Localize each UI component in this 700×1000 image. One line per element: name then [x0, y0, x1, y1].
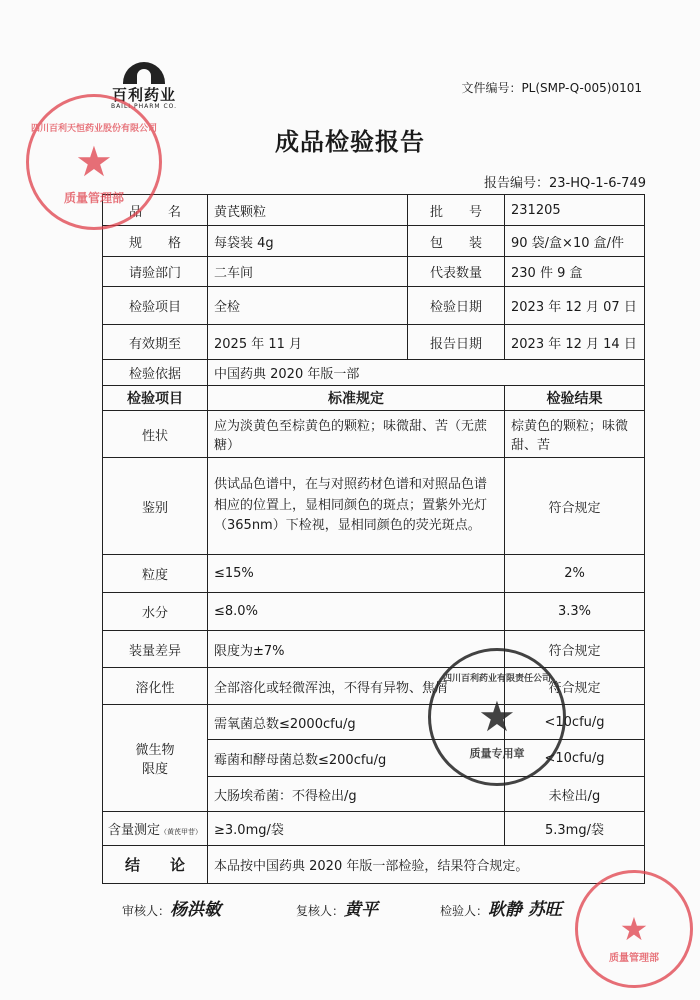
- test-standard: 应为淡黄色至棕黄色的颗粒；味微甜、苦（无蔗糖）: [208, 411, 505, 458]
- head-standard: 标准规定: [208, 386, 505, 411]
- test-standard: 供试品色谱中，在与对照药材色谱和对照品色谱相应的位置上，显相同颜色的斑点；置紫外光灯（365nm）下检视，显相同颜色的荧光斑点。: [208, 458, 505, 555]
- micro-result: <10cfu/g: [505, 740, 645, 777]
- qty-label: 代表数量: [408, 257, 505, 287]
- table-row: [103, 360, 645, 386]
- assay-standard: ≥3.0mg/袋: [208, 812, 505, 846]
- basis-label: 检验依据: [103, 360, 208, 386]
- test-result: 符合规定: [505, 668, 645, 705]
- qa-mini-label: 质量管理部: [609, 953, 659, 964]
- expiry-value: 2025 年 11 月: [208, 325, 408, 360]
- reviewer-signature: [122, 895, 221, 920]
- conclusion-label: 结 论: [103, 846, 208, 884]
- rechecker-name: 黄平: [344, 900, 379, 920]
- table-row: [103, 846, 645, 884]
- assay-sub: （黄芪甲苷）: [160, 828, 202, 836]
- logo-mark-icon: [123, 62, 165, 84]
- table-row: [103, 195, 645, 226]
- table-row: [103, 226, 645, 257]
- micro-standard: 需氧菌总数≤2000cfu/g: [208, 705, 505, 740]
- expiry-label: 有效期至: [103, 325, 208, 360]
- micro-result: 未检出/g: [505, 777, 645, 812]
- dept-label: 请验部门: [103, 257, 208, 287]
- tester-name: 耿静 苏旺: [488, 900, 562, 920]
- table-row: [103, 257, 645, 287]
- tester-signature: [440, 895, 562, 920]
- table-row: [103, 458, 645, 555]
- report-date-value: 2023 年 12 月 14 日: [505, 325, 645, 360]
- product-value: 黄芪颗粒: [208, 195, 408, 226]
- rechecker-signature: [296, 895, 378, 920]
- report-title: 成品检验报告: [275, 128, 425, 156]
- test-item: 鉴别: [103, 458, 208, 555]
- file-number: 文件编号：PL(SMP-Q-005)0101: [461, 81, 642, 95]
- test-result: 棕黄色的颗粒；味微甜、苦: [505, 411, 645, 458]
- test-item: 水分: [103, 593, 208, 631]
- test-standard: 限度为±7%: [208, 631, 505, 668]
- star-icon: ★: [619, 910, 649, 948]
- table-row: [103, 593, 645, 631]
- micro-standard: 霉菌和酵母菌总数≤200cfu/g: [208, 740, 505, 777]
- table-row: [103, 812, 645, 846]
- assay-label: 含量测定: [107, 823, 160, 838]
- tester-label: 检验人：: [440, 904, 489, 918]
- table-row: [103, 411, 645, 458]
- micro-item: [103, 705, 208, 812]
- micro-item-line1: 微生物: [135, 743, 175, 758]
- qc-stamp-label: 质量专用章: [469, 747, 525, 760]
- test-item: 装量差异: [103, 631, 208, 668]
- table-row: [103, 631, 645, 668]
- reviewer-name: 杨洪敏: [170, 900, 222, 920]
- star-icon: ★: [75, 137, 113, 186]
- test-result: 3.3%: [505, 593, 645, 631]
- assay-item: [103, 812, 208, 846]
- star-icon: ★: [478, 692, 516, 741]
- spec-value: 每袋装 4g: [208, 226, 408, 257]
- batch-label: 批 号: [408, 195, 505, 226]
- qa-stamp-small: [575, 870, 693, 988]
- assay-result: 5.3mg/袋: [505, 812, 645, 846]
- report-number: 报告编号：23-HQ-1-6-749: [483, 176, 646, 191]
- micro-result: <10cfu/g: [505, 705, 645, 740]
- dept-value: 二车间: [208, 257, 408, 287]
- test-date-label: 检验日期: [408, 287, 505, 325]
- test-result: 2%: [505, 555, 645, 593]
- head-result: 检验结果: [505, 386, 645, 411]
- logo-en: BAILI PHARM CO.: [110, 103, 178, 110]
- product-label: 品 名: [103, 195, 208, 226]
- pack-value: 90 袋/盒×10 盒/件: [505, 226, 645, 257]
- rechecker-label: 复核人：: [296, 904, 345, 918]
- table-row: [103, 287, 645, 325]
- pack-label: 包 装: [408, 226, 505, 257]
- test-date-value: 2023 年 12 月 07 日: [505, 287, 645, 325]
- logo-name: 百利药业: [111, 86, 176, 104]
- micro-standard: 大肠埃希菌：不得检出/g: [208, 777, 505, 812]
- table-row: [103, 555, 645, 593]
- test-standard: ≤15%: [208, 555, 505, 593]
- report-date-label: 报告日期: [408, 325, 505, 360]
- test-item: 粒度: [103, 555, 208, 593]
- basis-value: 中国药典 2020 年版一部: [208, 360, 645, 386]
- conclusion-value: 本品按中国药典 2020 年版一部检验，结果符合规定。: [208, 846, 645, 884]
- results-header-row: [103, 386, 645, 411]
- test-result: 符合规定: [505, 631, 645, 668]
- spec-label: 规 格: [103, 226, 208, 257]
- test-result: 符合规定: [505, 458, 645, 555]
- qty-value: 230 件 9 盒: [505, 257, 645, 287]
- item-value: 全检: [208, 287, 408, 325]
- table-row: [103, 325, 645, 360]
- qc-stamp-company: 四川百利药业有限责任公司: [442, 674, 551, 684]
- qa-stamp-company: 四川百利天恒药业股份有限公司: [30, 124, 157, 134]
- micro-item-line2: 限度: [141, 762, 168, 777]
- test-standard: ≤8.0%: [208, 593, 505, 631]
- test-item: 性状: [103, 411, 208, 458]
- batch-value: 231205: [505, 195, 645, 226]
- report-table: [102, 194, 645, 884]
- item-label: 检验项目: [103, 287, 208, 325]
- reviewer-label: 审核人：: [122, 904, 171, 918]
- qc-stamp: [428, 648, 566, 786]
- test-standard: 全部溶化或轻微浑浊，不得有异物、焦屑: [208, 668, 505, 705]
- head-item: 检验项目: [103, 386, 208, 411]
- test-item: 溶化性: [103, 668, 208, 705]
- qa-stamp-dept: 质量管理部: [63, 191, 124, 205]
- qa-stamp: [26, 94, 162, 230]
